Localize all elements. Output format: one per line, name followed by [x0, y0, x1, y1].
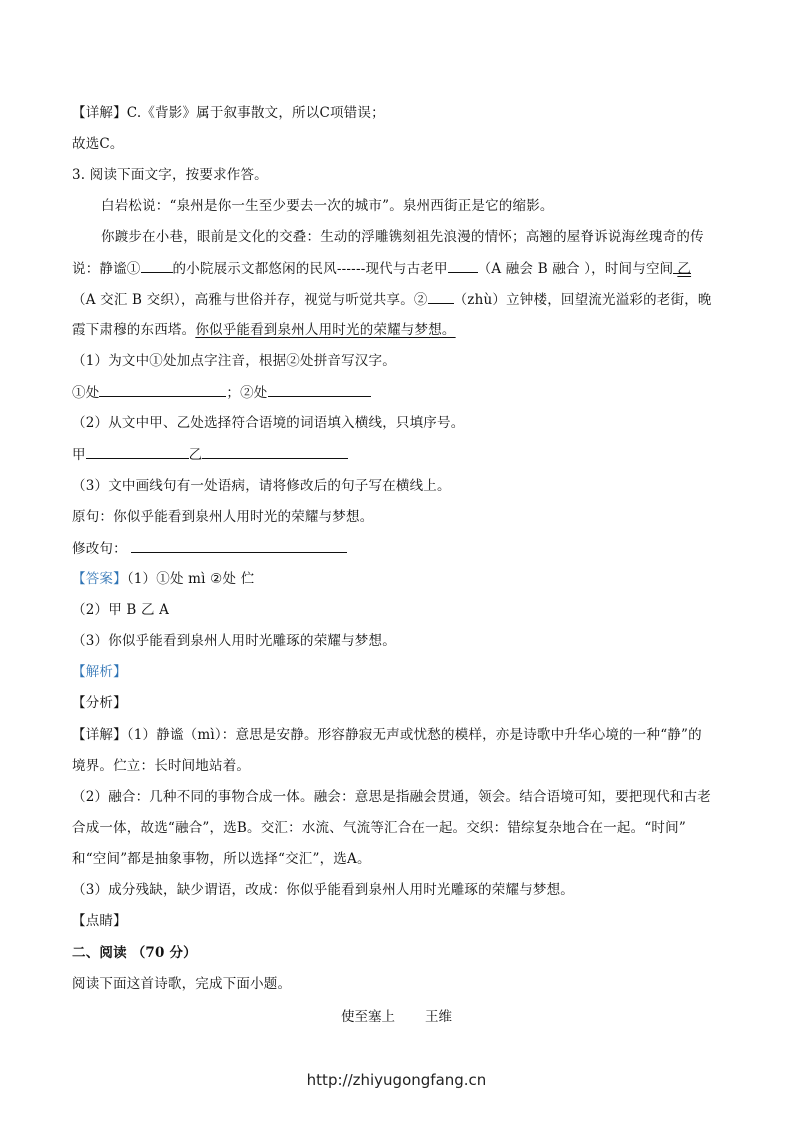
section-2-heading: 二、阅读 （70 分） [72, 945, 197, 961]
answer-2: （2）甲 B 乙 A [72, 602, 170, 618]
subquestion-1: （1）为文中①处加点字注音，根据②处拼音写汉字。 [72, 353, 396, 369]
passage-text: 说：静谧① [72, 261, 141, 277]
poem-title-line [0, 1005, 793, 1025]
footer-url[interactable]: http://zhiyugongfang.cn [306, 1071, 487, 1089]
answer-line-3 [72, 538, 347, 559]
analysis-tag: 【解析】 [72, 664, 127, 680]
answer-section [72, 569, 254, 589]
poem-title: 使至塞上 [341, 1009, 395, 1025]
passage-text: 霞下肃穆的东西塔。 [72, 322, 196, 338]
answer-tag: 【答案】 [72, 571, 127, 587]
answer-blank [99, 382, 226, 397]
answer-label: 甲 [72, 447, 86, 463]
passage-line-4 [72, 289, 712, 310]
passage-text: （A 交汇 B 交织），高雅与世俗并存，视觉与听觉共享。② [72, 292, 428, 308]
answer-line-2 [72, 444, 348, 465]
original-sentence: 原句：你似乎能看到泉州人用时光的荣耀与梦想。 [72, 509, 374, 525]
answer-line-1 [72, 382, 371, 403]
detail-line-6: （3）成分残缺，缺少谓语，改成：你似乎能看到泉州人用时光雕琢的荣耀与梦想。 [72, 882, 574, 898]
passage-line-2: 你踱步在小巷，眼前是文化的交叠：生动的浮雕镌刻祖先浪漫的情怀；高翘的屋脊诉说海丝瑰奇的传 [101, 229, 704, 245]
answer-label: 乙 [188, 447, 203, 463]
passage-text: （A 融会 B 融合 ），时间与空间 [477, 261, 674, 277]
passage-text: 的小院展示文都悠闲的民风------现代与古老甲 [172, 261, 448, 277]
detail-line-2: 境界。伫立：长时间地站着。 [72, 758, 251, 774]
passage-text: （zhù）立钟楼，回望流光溢彩的老街，晚 [453, 292, 712, 308]
answer-blank [86, 444, 189, 459]
answer-label: ；②处 [226, 385, 268, 401]
fenxi-tag: 【分析】 [72, 695, 127, 711]
answer-text: （1）①处 mì ②处 伫 [126, 571, 255, 587]
blank-2 [428, 289, 454, 304]
subquestion-2: （2）从文中甲、乙处选择符合语境的词语填入横线，只填序号。 [72, 415, 465, 431]
passage-line-5 [72, 320, 456, 340]
blank-1 [141, 258, 173, 273]
dianjing-tag: 【点睛】 [72, 913, 127, 929]
blank-jia [448, 258, 478, 273]
poem-instruction: 阅读下面这首诗歌，完成下面小题。 [72, 976, 292, 992]
answer-blank [202, 444, 348, 459]
detail-line-1: 【详解】（1）静谧（mì）：意思是安静。形容静寂无声或忧愁的模样，亦是诗歌中升华心境的一种“静”的 [72, 727, 702, 743]
passage-line-3 [72, 258, 691, 279]
choose-c: 故选C。 [72, 136, 124, 152]
detail-line-3: （2）融合：几种不同的事物合成一体。融会：意思是指融会贯通，领会。结合语境可知，要把现代和古老 [72, 789, 711, 805]
poem-author: 王维 [425, 1009, 452, 1025]
blank-yi: 乙 [673, 259, 691, 274]
answer-3: （3）你似乎能看到泉州人用时光雕琢的荣耀与梦想。 [72, 633, 396, 649]
detail-line-5: 和“空间”都是抽象事物，所以选择“交汇”，选A。 [72, 851, 371, 867]
answer-label: ①处 [72, 385, 100, 401]
answer-label: 修改句： [72, 541, 127, 557]
detail-c-explanation: 【详解】C.《背影》属于叙事散文，所以C项错误； [72, 105, 385, 121]
answer-blank [131, 538, 347, 553]
detail-line-4: 合成一体，故选“融合”，选B。交汇：水流、气流等汇合在一起。交织：错综复杂地合在一起。“时间” [72, 820, 686, 836]
underlined-sentence: 你似乎能看到泉州人用时光的荣耀与梦想。 [195, 322, 456, 338]
question-3-heading: 3. 阅读下面文字，按要求作答。 [72, 167, 268, 183]
answer-blank [268, 382, 371, 397]
passage-line-1: 白岩松说：“泉州是你一生至少要去一次的城市”。泉州西街正是它的缩影。 [101, 198, 554, 214]
subquestion-3: （3）文中画线句有一处语病，请将修改后的句子写在横线上。 [72, 478, 451, 494]
